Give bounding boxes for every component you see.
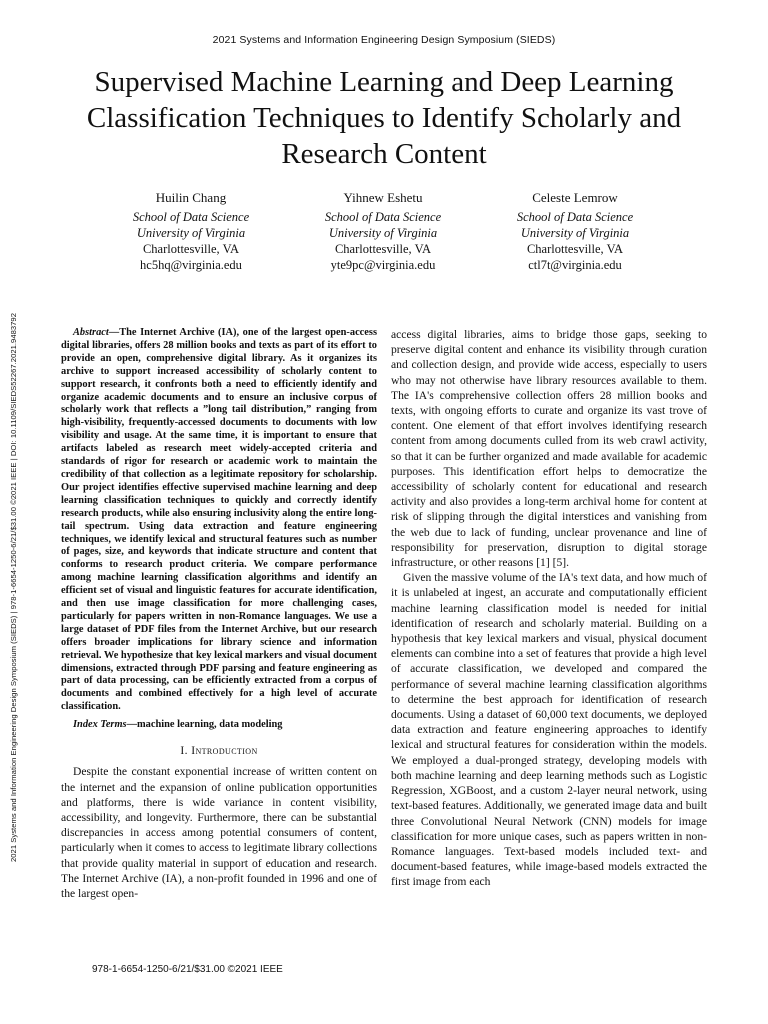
author-email: ctl7t@virginia.edu (528, 258, 622, 272)
index-terms-text: —machine learning, data modeling (126, 719, 283, 731)
author-name: Yihnew Eshetu (343, 190, 423, 205)
author-location: Charlottesville, VA (334, 242, 432, 256)
left-column (61, 327, 377, 901)
index-terms-label: Index Terms (73, 719, 127, 731)
author-university: University of Virginia (328, 226, 438, 240)
doi-sidebar: 2021 Systems and Information Engineering Design Symposium (SIEDS) | 978-1-6654-1250-6/21/$31.00 ©2021 IEEE | DOI: 10.1109/SIEDS52267.2021.9483792 (9, 313, 18, 862)
author-school: School of Data Science (324, 210, 442, 224)
section-heading: I. Introduction (180, 744, 258, 758)
author-3 (479, 190, 671, 273)
abstract-text: —The Internet Archive (IA), one of the largest open-access digital libraries, offers 28 million books and texts as part of its effort to provide an open, comprehensive digital library. As it organizes its archive to support increased accessibility of scholarly content to support research, it confronts both a need to efficiently identify and organize academic documents and to ensure an inclusive corpus of scholarly work that reflects a ”long tail distribution,” ranging from high-visibility, frequently-accessed documents to documents with low visibility and usage. At the same time, it is important to ensure that artifacts labeled as research meet widely-accepted criteria and standards of rigor for research or academic work to maintain the credibility of that collection as a legitimate repository for scholarship. Our project identifies effective supervised machine learning and deep learning classification techniques to quickly and correctly identify research products, while also ensuring inclusivity along the entire long-tail spectrum. Using data extraction and feature engineering techniques, we identify lexical and structural features such as number of pages, size, and keywords that indicate structure and content that conforms to research product criteria. We compare performance among machine learning classification algorithms and identify an efficient set of visual and linguistic features for accurate identification, and then use image classification for more challenging cases, particularly for papers written in non-Romance languages. We use a large dataset of PDF files from the Internet Archive, but our research offers broader implications for library science and information retrieval. We hypothesize that key lexical markers and visual document dimensions, extracted through PDF parsing and feature engineering as part of data processing, can be efficiently extracted from a corpus of documents and combined effectively for a high level of accurate classification. (61, 327, 377, 713)
author-1 (95, 190, 287, 273)
author-school: School of Data Science (132, 210, 250, 224)
author-name: Huilin Chang (155, 190, 227, 205)
abstract-label: Abstract (73, 327, 109, 338)
author-university: University of Virginia (136, 226, 246, 240)
author-university: University of Virginia (520, 226, 630, 240)
author-location: Charlottesville, VA (142, 242, 240, 256)
copyright-footer: 978-1-6654-1250-6/21/$31.00 ©2021 IEEE (92, 964, 283, 975)
body-paragraph: Given the massive volume of the IA's text data, and how much of it is unlabeled at ingest, an accurate and computationally efficient machine learning classification model is needed for initial identification of research and scholarly material. Building on a hypothesis that key lexical markers and visual, physical document elements can combine into a set of features that provide a high level of accurate classification, we developed and compared the performance of several machine learning classification algorithms to determine the best approach for identification of research documents. Using a dataset of 60,000 text documents, we deployed data extraction and feature engineering approaches to identify lexical and structural features for consideration within the models. We employed a dual-pronged strategy, developing models with both machine learning and deep learning methods such as Logistic Regression, XGBoost, and a custom 2-layer neural network, using text-based features. Additionally, we generated image data and built three Convolutional Neural Network (CNN) models for image classification for more unique cases, such as papers written in non-Romance languages. Text-based models included text- and document-based features, while image-based models extracted the first image from each (391, 571, 707, 889)
intro-paragraph: Despite the constant exponential increase of written content on the internet and the expansion of online publication opportunities and platforms, there is wide variance in content visibility, accessibility, and longevity. Furthermore, there can be substantial discrepancies in access among potential consumers of content, particularly when it comes to access to legitimate library collections that provide quality material in support of education and research. The Internet Archive (IA), a non-profit founded in 1996 and one of the largest open- (61, 765, 377, 901)
author-2 (287, 190, 479, 273)
abstract (61, 327, 377, 714)
conference-header: 2021 Systems and Information Engineering Design Symposium (SIEDS) (212, 34, 556, 46)
author-school: School of Data Science (516, 210, 634, 224)
author-location: Charlottesville, VA (526, 242, 624, 256)
index-terms (61, 718, 377, 731)
paper-title: Supervised Machine Learning and Deep Learning Classification Techniques to Identify Scholarly and Research Content (86, 66, 682, 170)
author-email: yte9pc@virginia.edu (330, 258, 436, 272)
author-name: Celeste Lemrow (532, 190, 618, 205)
author-block (95, 190, 671, 273)
right-column (391, 327, 707, 890)
body-paragraph-continued: access digital libraries, aims to bridge those gaps, seeking to preserve digital content and enhance its visibility through curation and collection design, and provide wide access, especially to users who may not otherwise have library resources available to them. The IA's comprehensive collection offers 28 million books and texts, with ongoing efforts to curate and organize its vast trove of content. One element of that effort involves identifying research content from among documents culled from its web crawl activity, so that it can be further organized and made available for academic purposes. This identification effort helps to democratize the accessibility of scholarly content for educational and research activity and also provides a long-term archival home for content at risk of slipping through the digital interstices and vanishing from the web due to lack of funding, unclear provenance and line of responsibility for preservation, disruption to digital storage infrastructure, or other reasons [1] [5]. (391, 328, 707, 570)
author-email: hc5hq@virginia.edu (140, 258, 242, 272)
